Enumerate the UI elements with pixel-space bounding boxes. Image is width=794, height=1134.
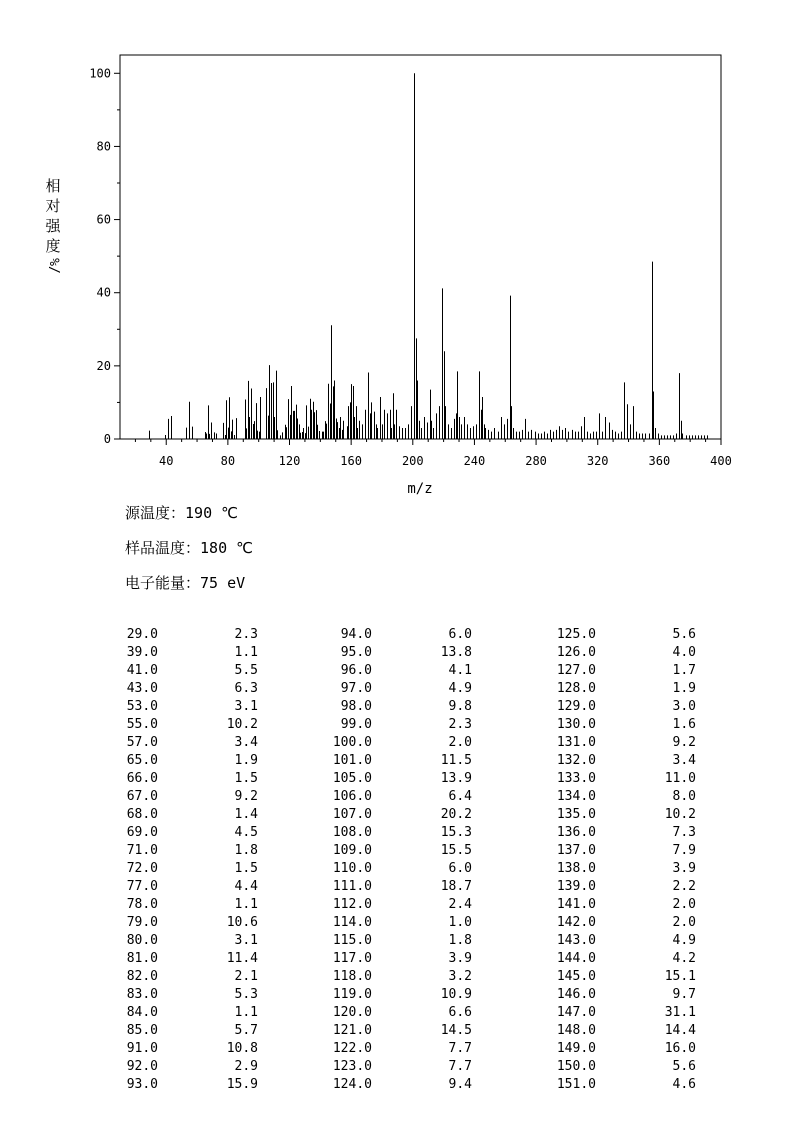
mz-cell: 106.0 (332, 789, 372, 804)
intensity-cell: 1.9 (234, 753, 258, 768)
mz-cell: 78.0 (126, 897, 158, 912)
intensity-cell: 5.6 (672, 627, 696, 642)
intensity-cell: 10.6 (226, 915, 258, 930)
intensity-cell: 1.1 (234, 645, 258, 660)
mz-cell: 131.0 (556, 735, 596, 750)
intensity-cell: 10.2 (226, 717, 258, 732)
intensity-cell: 4.1 (448, 663, 472, 678)
intensity-cell: 2.9 (234, 1059, 258, 1074)
x-tick-label: 400 (710, 454, 732, 468)
intensity-cell: 6.6 (448, 1005, 472, 1020)
condition-label: 电子能量： (125, 574, 201, 592)
intensity-cell: 1.5 (234, 771, 258, 786)
mz-cell: 41.0 (126, 663, 158, 678)
intensity-cell: 3.1 (234, 699, 258, 714)
mz-cell: 43.0 (126, 681, 158, 696)
mz-cell: 119.0 (332, 987, 372, 1002)
y-tick-label: 60 (96, 212, 111, 227)
mz-cell: 69.0 (126, 825, 158, 840)
mz-cell: 98.0 (340, 699, 372, 714)
intensity-cell: 4.0 (672, 645, 696, 660)
mz-cell: 146.0 (556, 987, 596, 1002)
mz-cell: 105.0 (332, 771, 372, 786)
mz-cell: 29.0 (126, 627, 158, 642)
y-axis-label-char: 度 (45, 237, 61, 255)
intensity-cell: 18.7 (440, 879, 472, 894)
source-temperature (125, 502, 238, 523)
intensity-cell: 8.0 (672, 789, 696, 804)
mz-cell: 143.0 (556, 933, 596, 948)
intensity-cell: 1.9 (672, 681, 696, 696)
mz-cell: 79.0 (126, 915, 158, 930)
intensity-cell: 9.4 (448, 1077, 472, 1092)
intensity-cell: 1.8 (234, 843, 258, 858)
mz-cell: 94.0 (340, 627, 372, 642)
y-tick-label: 80 (96, 139, 111, 154)
mz-cell: 138.0 (556, 861, 596, 876)
intensity-cell: 4.2 (672, 951, 696, 966)
mz-cell: 141.0 (556, 897, 596, 912)
y-axis-label-char: 相 (45, 177, 61, 195)
mz-cell: 84.0 (126, 1005, 158, 1020)
mz-cell: 122.0 (332, 1041, 372, 1056)
intensity-cell: 10.8 (226, 1041, 258, 1056)
mz-cell: 109.0 (332, 843, 372, 858)
intensity-cell: 2.2 (672, 879, 696, 894)
y-axis-label-char: 对 (45, 197, 61, 215)
mz-cell: 142.0 (556, 915, 596, 930)
intensity-cell: 5.7 (234, 1023, 258, 1038)
mz-cell: 133.0 (556, 771, 596, 786)
intensity-cell: 3.4 (234, 735, 258, 750)
mz-cell: 107.0 (332, 807, 372, 822)
mz-cell: 115.0 (332, 933, 372, 948)
y-axis-label-char: 强 (45, 217, 61, 235)
intensity-cell: 2.0 (672, 915, 696, 930)
mz-cell: 147.0 (556, 1005, 596, 1020)
mz-cell: 121.0 (332, 1023, 372, 1038)
mz-cell: 136.0 (556, 825, 596, 840)
x-tick-label: 40 (159, 454, 174, 468)
mz-cell: 92.0 (126, 1059, 158, 1074)
y-axis-label (42, 176, 64, 276)
intensity-cell: 5.6 (672, 1059, 696, 1074)
intensity-cell: 1.1 (234, 1005, 258, 1020)
intensity-cell: 4.5 (234, 825, 258, 840)
mz-cell: 149.0 (556, 1041, 596, 1056)
mz-cell: 68.0 (126, 807, 158, 822)
intensity-cell: 11.5 (440, 753, 472, 768)
y-tick-label: 40 (96, 285, 111, 300)
intensity-cell: 2.0 (448, 735, 472, 750)
condition-value: 190 ℃ (185, 504, 238, 522)
mass-spectrum-chart (0, 0, 794, 500)
mz-cell: 126.0 (556, 645, 596, 660)
mz-cell: 72.0 (126, 861, 158, 876)
mz-cell: 112.0 (332, 897, 372, 912)
mz-cell: 151.0 (556, 1077, 596, 1092)
sample-temperature (125, 537, 253, 558)
intensity-cell: 1.6 (672, 717, 696, 732)
mz-cell: 123.0 (332, 1059, 372, 1074)
mz-cell: 137.0 (556, 843, 596, 858)
mz-cell: 111.0 (332, 879, 372, 894)
condition-label: 源温度： (125, 504, 186, 522)
mz-cell: 127.0 (556, 663, 596, 678)
intensity-cell: 15.3 (440, 825, 472, 840)
intensity-cell: 7.3 (672, 825, 696, 840)
intensity-cell: 6.3 (234, 681, 258, 696)
mz-cell: 91.0 (126, 1041, 158, 1056)
condition-label: 样品温度： (125, 539, 201, 557)
mz-cell: 129.0 (556, 699, 596, 714)
mz-cell: 80.0 (126, 933, 158, 948)
mz-cell: 67.0 (126, 789, 158, 804)
intensity-cell: 1.8 (448, 933, 472, 948)
intensity-cell: 11.4 (226, 951, 258, 966)
intensity-cell: 9.2 (234, 789, 258, 804)
intensity-cell: 9.7 (672, 987, 696, 1002)
mz-cell: 130.0 (556, 717, 596, 732)
mz-cell: 66.0 (126, 771, 158, 786)
intensity-cell: 1.4 (234, 807, 258, 822)
mz-cell: 57.0 (126, 735, 158, 750)
x-tick-label: 320 (586, 454, 609, 468)
mz-cell: 144.0 (556, 951, 596, 966)
mz-cell: 150.0 (556, 1059, 596, 1074)
intensity-cell: 13.9 (440, 771, 472, 786)
x-tick-label: 360 (648, 454, 671, 468)
mz-cell: 96.0 (340, 663, 372, 678)
intensity-cell: 3.0 (672, 699, 696, 714)
mz-cell: 120.0 (332, 1005, 372, 1020)
intensity-cell: 4.9 (672, 933, 696, 948)
intensity-cell: 3.9 (672, 861, 696, 876)
intensity-cell: 7.9 (672, 843, 696, 858)
mz-cell: 139.0 (556, 879, 596, 894)
intensity-cell: 3.1 (234, 933, 258, 948)
mz-cell: 135.0 (556, 807, 596, 822)
y-tick-label: 20 (96, 358, 111, 373)
x-tick-label: 240 (463, 454, 486, 468)
intensity-cell: 6.4 (448, 789, 472, 804)
x-tick-label: 80 (220, 454, 236, 468)
intensity-cell: 4.4 (234, 879, 258, 894)
y-axis-label-unit: %/ (46, 258, 61, 274)
intensity-cell: 1.7 (672, 663, 696, 678)
mz-cell: 117.0 (332, 951, 372, 966)
x-axis-label: m/z (407, 481, 433, 497)
intensity-cell: 6.0 (448, 627, 472, 642)
mz-cell: 55.0 (126, 717, 158, 732)
intensity-cell: 3.4 (672, 753, 696, 768)
intensity-cell: 31.1 (664, 1005, 696, 1020)
intensity-cell: 14.5 (440, 1023, 472, 1038)
mz-cell: 132.0 (556, 753, 596, 768)
mz-cell: 53.0 (126, 699, 158, 714)
condition-value: 75 eV (200, 574, 246, 592)
intensity-cell: 10.9 (440, 987, 472, 1002)
mz-cell: 110.0 (332, 861, 372, 876)
mz-cell: 77.0 (126, 879, 158, 894)
x-tick-label: 120 (278, 454, 301, 468)
intensity-cell: 2.4 (448, 897, 472, 912)
intensity-cell: 2.3 (234, 627, 258, 642)
intensity-cell: 15.1 (664, 969, 696, 984)
mz-cell: 145.0 (556, 969, 596, 984)
intensity-cell: 11.0 (664, 771, 696, 786)
mz-cell: 100.0 (332, 735, 372, 750)
intensity-cell: 14.4 (664, 1023, 696, 1038)
y-tick-label: 100 (89, 66, 111, 81)
mz-cell: 83.0 (126, 987, 158, 1002)
intensity-cell: 13.8 (440, 645, 472, 660)
intensity-cell: 20.2 (440, 807, 472, 822)
mz-cell: 125.0 (556, 627, 596, 642)
peak-bars (150, 73, 708, 439)
mz-cell: 85.0 (126, 1023, 158, 1038)
mz-cell: 65.0 (126, 753, 158, 768)
mz-cell: 128.0 (556, 681, 596, 696)
y-axis (89, 66, 120, 446)
intensity-cell: 9.2 (672, 735, 696, 750)
intensity-cell: 7.7 (448, 1041, 472, 1056)
x-tick-label: 160 (340, 454, 362, 468)
intensity-cell: 1.1 (234, 897, 258, 912)
mz-cell: 108.0 (332, 825, 372, 840)
mz-cell: 101.0 (332, 753, 372, 768)
mz-cell: 95.0 (340, 645, 372, 660)
plot-frame (120, 55, 721, 439)
mz-cell: 39.0 (126, 645, 158, 660)
mz-cell: 81.0 (126, 951, 158, 966)
intensity-cell: 2.1 (234, 969, 258, 984)
intensity-cell: 6.0 (448, 861, 472, 876)
intensity-cell: 5.5 (234, 663, 258, 678)
intensity-cell: 4.9 (448, 681, 472, 696)
intensity-cell: 15.9 (226, 1077, 258, 1092)
x-axis (135, 439, 731, 468)
mz-cell: 114.0 (332, 915, 372, 930)
intensity-cell: 16.0 (664, 1041, 696, 1056)
mz-cell: 97.0 (340, 681, 372, 696)
intensity-cell: 3.2 (448, 969, 472, 984)
intensity-cell: 15.5 (440, 843, 472, 858)
y-tick-label: 0 (103, 432, 111, 446)
mz-cell: 118.0 (332, 969, 372, 984)
x-tick-label: 200 (401, 454, 424, 468)
intensity-cell: 2.0 (672, 897, 696, 912)
intensity-cell: 10.2 (664, 807, 696, 822)
intensity-cell: 1.5 (234, 861, 258, 876)
mz-cell: 71.0 (126, 843, 158, 858)
mz-cell: 148.0 (556, 1023, 596, 1038)
mz-cell: 134.0 (556, 789, 596, 804)
electron-energy (125, 572, 245, 593)
mz-cell: 82.0 (126, 969, 158, 984)
intensity-cell: 7.7 (448, 1059, 472, 1074)
mz-cell: 99.0 (340, 717, 372, 732)
intensity-cell: 3.9 (448, 951, 472, 966)
intensity-cell: 1.0 (448, 915, 472, 930)
intensity-cell: 9.8 (448, 699, 472, 714)
x-tick-label: 280 (525, 454, 547, 468)
mz-cell: 93.0 (126, 1077, 158, 1092)
mz-cell: 124.0 (332, 1077, 372, 1092)
intensity-cell: 2.3 (448, 717, 472, 732)
intensity-cell: 5.3 (234, 987, 258, 1002)
intensity-cell: 4.6 (672, 1077, 696, 1092)
condition-value: 180 ℃ (200, 539, 253, 557)
